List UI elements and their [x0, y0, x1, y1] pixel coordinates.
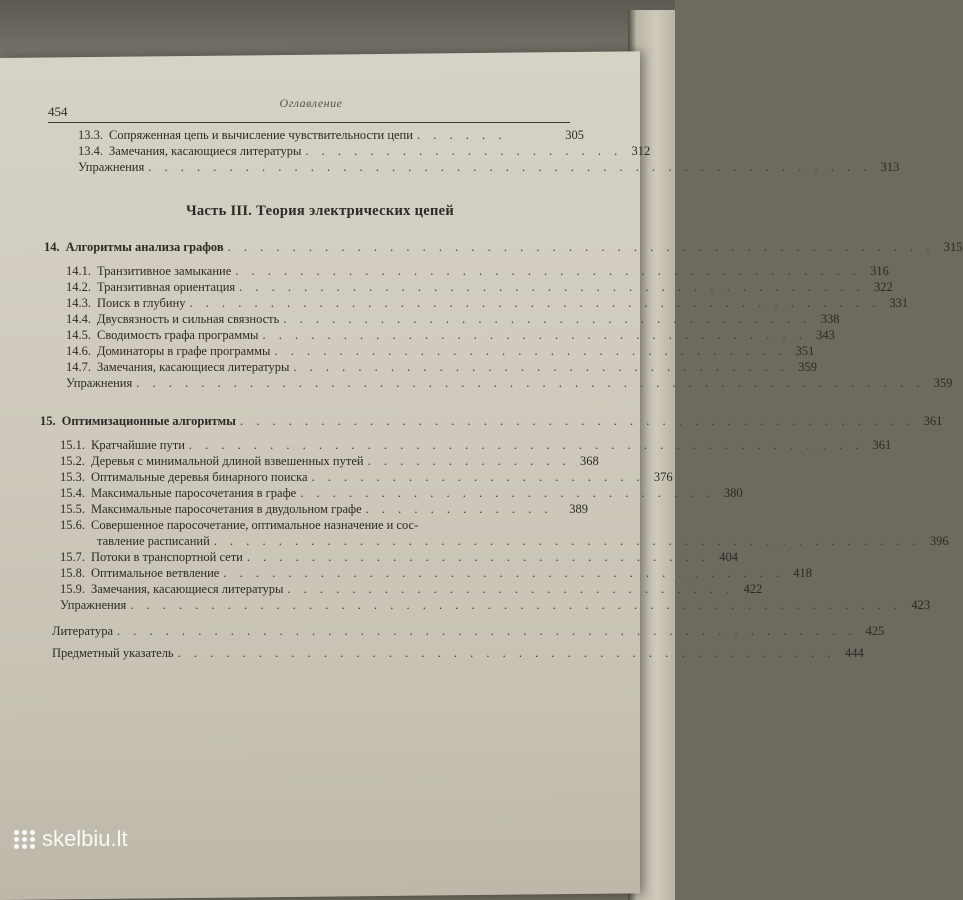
toc-entry: 14.7. Замечания, касающиеся литературы . . . . . . . . . . . . . . . . . . . . . . . . . . . . . . . 359 [66, 360, 818, 374]
toc-entry: 14.4. Двусвязность и сильная связность . . . . . . . . . . . . . . . . . . . . . . . . . . . . . . . . . 338 [66, 312, 840, 326]
toc-entry: 15.5. Максимальные паросочетания в двудольном графе . . . . . . . . . . . . 389 [60, 502, 588, 516]
logo-dots-icon [14, 830, 36, 849]
toc-entry: Упражнения . . . . . . . . . . . . . . . . . . . . . . . . . . . . . . . . . . . . . . . . . . . . . . . . 423 [60, 598, 931, 612]
toc-entry: 13.4. Замечания, касающиеся литературы . . . . . . . . . . . . . . . . . . . . 312 [78, 144, 651, 158]
toc-entry: 15.2. Деревья с минимальной длиной взвешенных путей . . . . . . . . . . . . . 368 [60, 454, 599, 468]
toc-entry: 14.3. Поиск в глубину . . . . . . . . . . . . . . . . . . . . . . . . . . . . . . . . . . . . . . . . . . . 331 [66, 296, 909, 310]
chapter-entry: 15. Оптимизационные алгоритмы . . . . . . . . . . . . . . . . . . . . . . . . . . . . . . . . . . . . . . . . . . 361 [40, 414, 943, 428]
toc-entry: 14.2. Транзитивная ориентация . . . . . . . . . . . . . . . . . . . . . . . . . . . . . . . . . . . . . . . 322 [66, 280, 893, 294]
part-heading: Часть III. Теория электрических цепей [185, 203, 455, 219]
toc-entry: 14.5. Сводимость графа программы . . . . . . . . . . . . . . . . . . . . . . . . . . . . . . . . . . 343 [66, 328, 835, 342]
toc-entry-continuation: тавление расписаний . . . . . . . . . . . . . . . . . . . . . . . . . . . . . . . . . . . . . . . . . . . . 396 [97, 534, 949, 548]
page-number: 454 [48, 104, 68, 119]
toc-entry: 15.4. Максимальные паросочетания в графе . . . . . . . . . . . . . . . . . . . . . . . . . . 380 [60, 486, 743, 500]
toc-entry: Упражнения . . . . . . . . . . . . . . . . . . . . . . . . . . . . . . . . . . . . . . . . . . . . . 313 [78, 160, 900, 174]
toc-entry: 14.1. Транзитивное замыкание . . . . . . . . . . . . . . . . . . . . . . . . . . . . . . . . . . . . . . . 316 [66, 264, 889, 278]
toc-entry: 15.3. Оптимальные деревья бинарного поиска . . . . . . . . . . . . . . . . . . . . . 376 [60, 470, 673, 484]
chapter-entry: 14. Алгоритмы анализа графов . . . . . . . . . . . . . . . . . . . . . . . . . . . . . . . . . . . . . . . . . . . . 315 [44, 240, 963, 254]
toc-entry: 15.7. Потоки в транспортной сети . . . . . . . . . . . . . . . . . . . . . . . . . . . . . 404 [60, 550, 738, 564]
toc-entry: 15.9. Замечания, касающиеся литературы . . . . . . . . . . . . . . . . . . . . . . . . . . . . 422 [60, 582, 763, 596]
toc-entry: 14.6. Доминаторы в графе программы . . . . . . . . . . . . . . . . . . . . . . . . . . . . . . . . 351 [66, 344, 815, 358]
toc-entry: 13.3. Сопряженная цепь и вычисление чувствительности цепи . . . . . . 305 [78, 128, 584, 142]
toc-entry: Упражнения . . . . . . . . . . . . . . . . . . . . . . . . . . . . . . . . . . . . . . . . . . . . . . . . . 359 [66, 376, 953, 390]
header-rule [48, 122, 570, 123]
watermark-text: skelbiu.lt [42, 826, 128, 851]
site-watermark [14, 826, 128, 852]
toc-entry: 15.6. Совершенное паросочетание, оптимальное назначение и сос- [60, 518, 419, 532]
toc-entry: 15.8. Оптимальное ветвление . . . . . . . . . . . . . . . . . . . . . . . . . . . . . . . . . . . 418 [60, 566, 812, 580]
toc-entry: 15.1. Кратчайшие пути . . . . . . . . . . . . . . . . . . . . . . . . . . . . . . . . . . . . . . . . . . 361 [60, 438, 892, 452]
back-matter-entry: Литература . . . . . . . . . . . . . . . . . . . . . . . . . . . . . . . . . . . . . . . . . . . . . . 425 [52, 624, 885, 638]
running-head: Оглавление [279, 96, 343, 110]
back-matter-entry: Предметный указатель . . . . . . . . . . . . . . . . . . . . . . . . . . . . . . . . . . . . . . . . . 444 [52, 646, 864, 660]
